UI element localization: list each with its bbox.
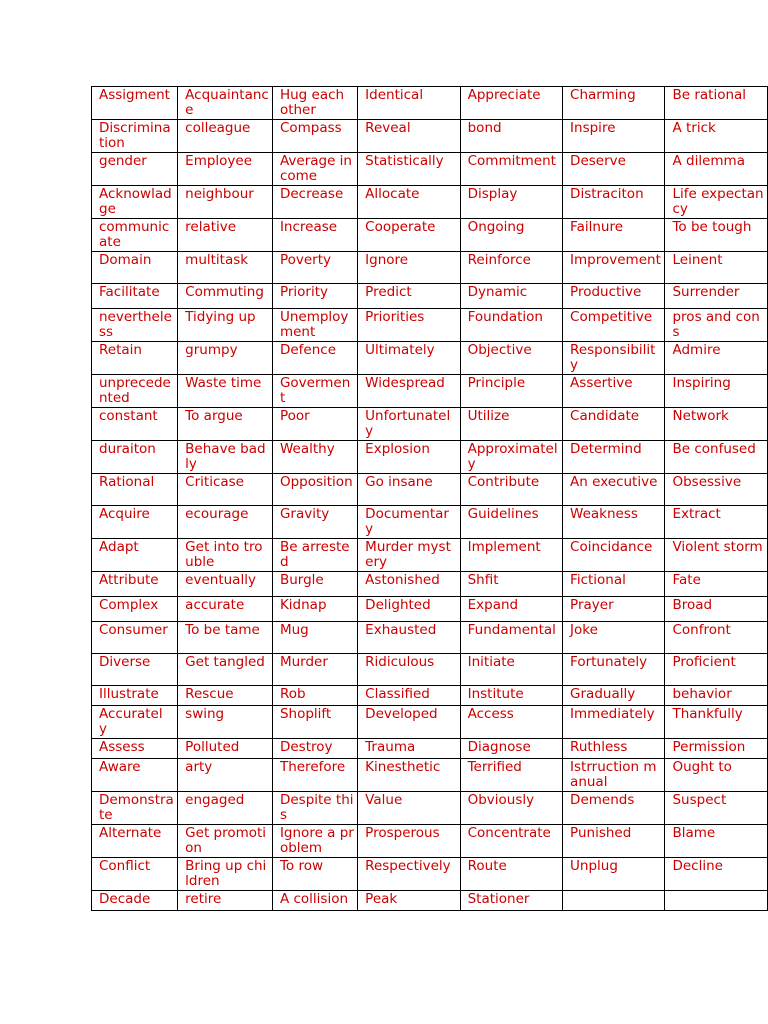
table-cell: Foundation xyxy=(460,309,562,342)
table-cell: Broad xyxy=(665,597,768,622)
table-cell: Permission xyxy=(665,739,768,759)
table-cell: Assertive xyxy=(563,375,665,408)
table-cell: Increase xyxy=(272,219,357,252)
table-cell: Failnure xyxy=(563,219,665,252)
table-cell: relative xyxy=(178,219,273,252)
table-cell: engaged xyxy=(178,792,273,825)
table-cell: Kinesthetic xyxy=(358,759,460,792)
table-cell: Expand xyxy=(460,597,562,622)
table-cell: Approximately xyxy=(460,441,562,474)
table-cell: Retain xyxy=(92,342,178,375)
table-cell: To be tough xyxy=(665,219,768,252)
table-cell: Fortunately xyxy=(563,654,665,686)
table-cell: Weakness xyxy=(563,506,665,539)
table-cell: Compass xyxy=(272,120,357,153)
table-cell: Employee xyxy=(178,153,273,186)
table-cell: swing xyxy=(178,706,273,739)
table-cell: Confront xyxy=(665,622,768,654)
table-cell: Istrruction manual xyxy=(563,759,665,792)
table-row xyxy=(92,408,768,441)
table-cell: An executive xyxy=(563,474,665,506)
table-cell: Stationer xyxy=(460,891,562,911)
table-cell: Behave badly xyxy=(178,441,273,474)
table-row xyxy=(92,792,768,825)
table-cell: Complex xyxy=(92,597,178,622)
table-cell: Reinforce xyxy=(460,252,562,284)
table-cell: arty xyxy=(178,759,273,792)
table-cell: Opposition xyxy=(272,474,357,506)
table-cell: Contribute xyxy=(460,474,562,506)
table-cell: Be arrested xyxy=(272,539,357,572)
table-cell xyxy=(665,891,768,911)
table-cell: Priorities xyxy=(358,309,460,342)
table-cell: Responsibility xyxy=(563,342,665,375)
table-cell: A collision xyxy=(272,891,357,911)
table-cell: Rob xyxy=(272,686,357,706)
table-cell: Aware xyxy=(92,759,178,792)
table-cell: Ridiculous xyxy=(358,654,460,686)
table-cell: Ignore a problem xyxy=(272,825,357,858)
table-cell: Obsessive xyxy=(665,474,768,506)
table-cell: Charming xyxy=(563,87,665,120)
table-cell: Prosperous xyxy=(358,825,460,858)
table-cell: Peak xyxy=(358,891,460,911)
table-cell: Ruthless xyxy=(563,739,665,759)
table-cell: Attribute xyxy=(92,572,178,597)
table-cell: Punished xyxy=(563,825,665,858)
table-row xyxy=(92,375,768,408)
table-cell: Hug each other xyxy=(272,87,357,120)
table-cell: Burgle xyxy=(272,572,357,597)
table-cell: Developed xyxy=(358,706,460,739)
table-cell: Joke xyxy=(563,622,665,654)
table-cell: Unemployment xyxy=(272,309,357,342)
table-cell: Get promotion xyxy=(178,825,273,858)
table-cell: Deserve xyxy=(563,153,665,186)
table-cell: Average income xyxy=(272,153,357,186)
table-cell: Route xyxy=(460,858,562,891)
table-cell: Immediately xyxy=(563,706,665,739)
table-cell: Distraciton xyxy=(563,186,665,219)
table-cell: Admire xyxy=(665,342,768,375)
table-cell: Candidate xyxy=(563,408,665,441)
table-cell: neighbour xyxy=(178,186,273,219)
table-cell: Classified xyxy=(358,686,460,706)
table-cell: Be rational xyxy=(665,87,768,120)
table-cell: Illustrate xyxy=(92,686,178,706)
table-row xyxy=(92,759,768,792)
table-cell: Rescue xyxy=(178,686,273,706)
table-cell: Extract xyxy=(665,506,768,539)
table-cell: Coincidance xyxy=(563,539,665,572)
table-cell: Fictional xyxy=(563,572,665,597)
table-cell: Leinent xyxy=(665,252,768,284)
table-cell: Diverse xyxy=(92,654,178,686)
table-cell: Therefore xyxy=(272,759,357,792)
table-cell: Delighted xyxy=(358,597,460,622)
table-cell xyxy=(563,891,665,911)
table-cell: Inspire xyxy=(563,120,665,153)
table-cell: Exhausted xyxy=(358,622,460,654)
table-cell: Terrified xyxy=(460,759,562,792)
table-cell: Commuting xyxy=(178,284,273,309)
table-cell: Priority xyxy=(272,284,357,309)
table-cell: Unplug xyxy=(563,858,665,891)
table-cell: Respectively xyxy=(358,858,460,891)
table-cell: Documentary xyxy=(358,506,460,539)
table-cell: Gradually xyxy=(563,686,665,706)
table-cell: Explosion xyxy=(358,441,460,474)
table-cell: pros and cons xyxy=(665,309,768,342)
table-cell: Acknowladge xyxy=(92,186,178,219)
table-cell: Trauma xyxy=(358,739,460,759)
table-row xyxy=(92,825,768,858)
table-cell: Ought to xyxy=(665,759,768,792)
table-cell: Murder xyxy=(272,654,357,686)
table-cell: Consumer xyxy=(92,622,178,654)
table-cell: Guidelines xyxy=(460,506,562,539)
table-cell: Thankfully xyxy=(665,706,768,739)
table-cell: Improvement xyxy=(563,252,665,284)
table-cell: Ongoing xyxy=(460,219,562,252)
table-cell: Predict xyxy=(358,284,460,309)
table-row xyxy=(92,219,768,252)
table-cell: colleague xyxy=(178,120,273,153)
table-cell: Obviously xyxy=(460,792,562,825)
table-row xyxy=(92,858,768,891)
table-row xyxy=(92,153,768,186)
table-cell: Ignore xyxy=(358,252,460,284)
table-cell: Identical xyxy=(358,87,460,120)
table-cell: Despite this xyxy=(272,792,357,825)
table-cell: Conflict xyxy=(92,858,178,891)
table-cell: Commitment xyxy=(460,153,562,186)
table-row xyxy=(92,284,768,309)
table-row xyxy=(92,654,768,686)
table-cell: Cooperate xyxy=(358,219,460,252)
table-cell: Go insane xyxy=(358,474,460,506)
table-cell: Fundamental xyxy=(460,622,562,654)
table-cell: Inspiring xyxy=(665,375,768,408)
table-cell: Accuratel y xyxy=(92,706,178,739)
table-cell: Life expectancy xyxy=(665,186,768,219)
table-cell: Gravity xyxy=(272,506,357,539)
table-cell: multitask xyxy=(178,252,273,284)
table-cell: Productive xyxy=(563,284,665,309)
table-cell: Discrimination xyxy=(92,120,178,153)
table-cell: Adapt xyxy=(92,539,178,572)
table-row xyxy=(92,87,768,120)
table-cell: Criticase xyxy=(178,474,273,506)
table-cell: nevertheless xyxy=(92,309,178,342)
table-cell: Statistically xyxy=(358,153,460,186)
table-cell: Competitive xyxy=(563,309,665,342)
table-cell: bond xyxy=(460,120,562,153)
table-row xyxy=(92,474,768,506)
table-cell: To be tame xyxy=(178,622,273,654)
table-cell: Mug xyxy=(272,622,357,654)
table-cell: Demonstrate xyxy=(92,792,178,825)
table-cell: Determind xyxy=(563,441,665,474)
table-row xyxy=(92,597,768,622)
table-cell: Wealthy xyxy=(272,441,357,474)
table-row xyxy=(92,706,768,739)
table-cell: unprecedented xyxy=(92,375,178,408)
table-cell: Murder mystery xyxy=(358,539,460,572)
table-cell: ecourage xyxy=(178,506,273,539)
table-cell: Implement xyxy=(460,539,562,572)
table-cell: Get tangled xyxy=(178,654,273,686)
table-cell: communicate xyxy=(92,219,178,252)
table-cell: Display xyxy=(460,186,562,219)
table-cell: duraiton xyxy=(92,441,178,474)
table-cell: Decrease xyxy=(272,186,357,219)
table-row xyxy=(92,120,768,153)
table-cell: Get into trouble xyxy=(178,539,273,572)
table-cell: Bring up children xyxy=(178,858,273,891)
table-cell: Diagnose xyxy=(460,739,562,759)
table-cell: Decade xyxy=(92,891,178,911)
table-cell: Alternate xyxy=(92,825,178,858)
table-row xyxy=(92,686,768,706)
table-row xyxy=(92,309,768,342)
table-cell: Ultimately xyxy=(358,342,460,375)
table-cell: Access xyxy=(460,706,562,739)
table-row xyxy=(92,186,768,219)
table-cell: Proficient xyxy=(665,654,768,686)
table-cell: Poor xyxy=(272,408,357,441)
table-cell: Decline xyxy=(665,858,768,891)
table-cell: Blame xyxy=(665,825,768,858)
table-cell: Prayer xyxy=(563,597,665,622)
table-cell: Demends xyxy=(563,792,665,825)
table-cell: Violent storm xyxy=(665,539,768,572)
table-cell: Shoplift xyxy=(272,706,357,739)
table-cell: Be confused xyxy=(665,441,768,474)
table-row xyxy=(92,441,768,474)
table-cell: Principle xyxy=(460,375,562,408)
table-cell: grumpy xyxy=(178,342,273,375)
table-cell: Acquire xyxy=(92,506,178,539)
table-cell: Utilize xyxy=(460,408,562,441)
table-cell: Astonished xyxy=(358,572,460,597)
table-cell: Surrender xyxy=(665,284,768,309)
table-cell: Polluted xyxy=(178,739,273,759)
table-cell: Suspect xyxy=(665,792,768,825)
table-cell: behavior xyxy=(665,686,768,706)
table-cell: Tidying up xyxy=(178,309,273,342)
table-cell: accurate xyxy=(178,597,273,622)
table-cell: Unfortunately xyxy=(358,408,460,441)
table-cell: Domain xyxy=(92,252,178,284)
table-cell: Institute xyxy=(460,686,562,706)
table-cell: Concentrate xyxy=(460,825,562,858)
table-cell: Defence xyxy=(272,342,357,375)
table-row xyxy=(92,572,768,597)
table-cell: Widespread xyxy=(358,375,460,408)
table-cell: Dynamic xyxy=(460,284,562,309)
table-cell: To argue xyxy=(178,408,273,441)
table-cell: A trick xyxy=(665,120,768,153)
table-row xyxy=(92,506,768,539)
table-cell: Poverty xyxy=(272,252,357,284)
table-cell: Rational xyxy=(92,474,178,506)
table-cell: Reveal xyxy=(358,120,460,153)
table-row xyxy=(92,539,768,572)
table-cell: Waste time xyxy=(178,375,273,408)
table-cell: constant xyxy=(92,408,178,441)
table-cell: Initiate xyxy=(460,654,562,686)
table-cell: eventually xyxy=(178,572,273,597)
table-cell: Assigment xyxy=(92,87,178,120)
table-cell: Facilitate xyxy=(92,284,178,309)
table-cell: Network xyxy=(665,408,768,441)
table-cell: A dilemma xyxy=(665,153,768,186)
table-cell: Appreciate xyxy=(460,87,562,120)
table-cell: Destroy xyxy=(272,739,357,759)
table-cell: Acquaintance xyxy=(178,87,273,120)
table-row xyxy=(92,622,768,654)
table-cell: Value xyxy=(358,792,460,825)
table-cell: Govermen t xyxy=(272,375,357,408)
table-cell: Kidnap xyxy=(272,597,357,622)
vocabulary-table-body xyxy=(92,87,768,911)
table-cell: Shfit xyxy=(460,572,562,597)
table-cell: Assess xyxy=(92,739,178,759)
vocabulary-table xyxy=(91,86,768,911)
table-row xyxy=(92,739,768,759)
table-cell: Objective xyxy=(460,342,562,375)
table-cell: Allocate xyxy=(358,186,460,219)
table-cell: To row xyxy=(272,858,357,891)
table-row xyxy=(92,342,768,375)
table-cell: retire xyxy=(178,891,273,911)
table-row xyxy=(92,252,768,284)
table-cell: gender xyxy=(92,153,178,186)
table-row xyxy=(92,891,768,911)
table-cell: Fate xyxy=(665,572,768,597)
